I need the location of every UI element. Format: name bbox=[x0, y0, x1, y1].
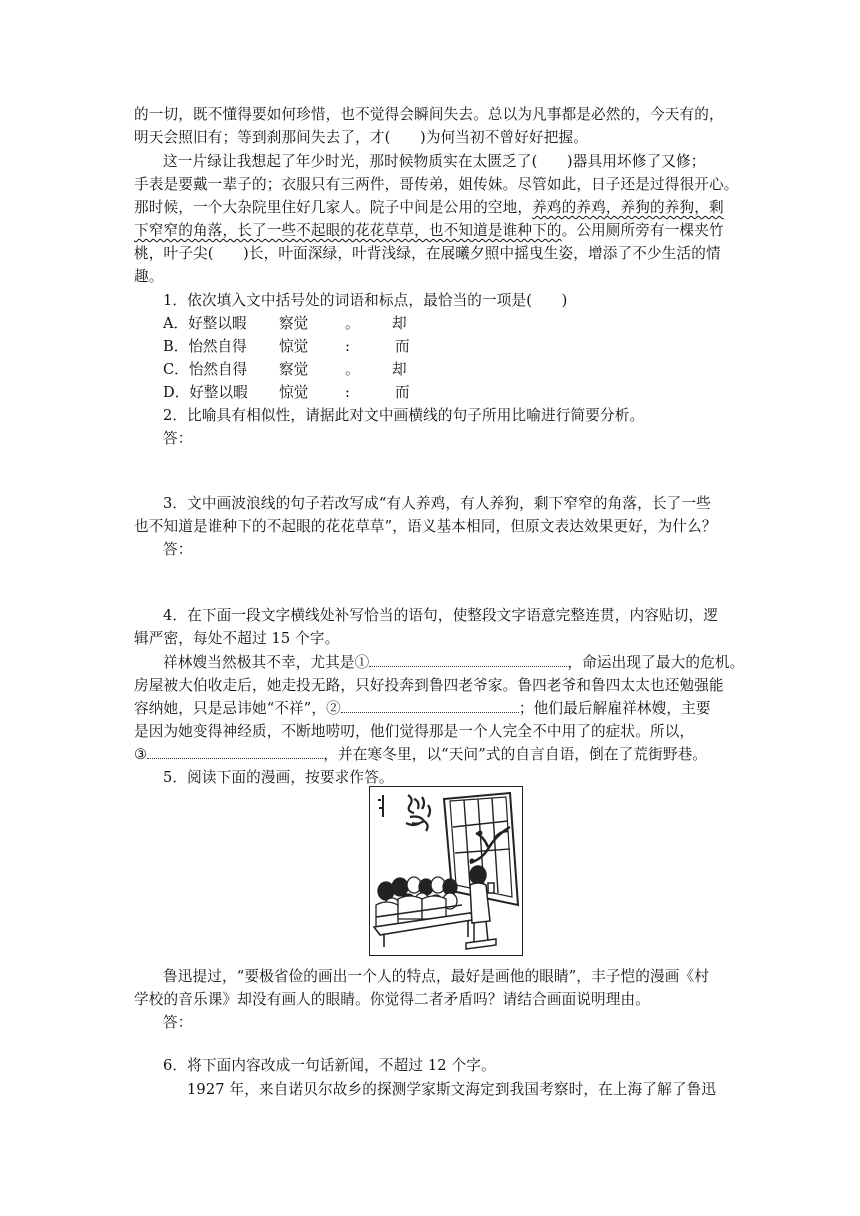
option-punct: : bbox=[345, 338, 350, 355]
option-conj: 而 bbox=[395, 384, 410, 401]
passage-line: 桃，叶子尖( )长，叶面深绿，叶背浅绿，在展曦夕照中摇曳生姿，增添了不少生活的情 bbox=[134, 245, 721, 262]
passage-line: 明天会照旧有；等到刹那间失去了，才( )为何当初不曾好好把握。 bbox=[134, 129, 589, 146]
q4-text-line: 是因为她变得神经质，不断地唠叨，他们觉得那是一个人完全不中用了的症状。所以， bbox=[134, 723, 695, 740]
question-3-line: 也不知道是谁种下的不起眼的花花草草”，语义基本相同，但原文表达效果更好，为什么？ bbox=[134, 518, 717, 535]
teacher bbox=[466, 866, 496, 949]
question-3-line: 3．文中画波浪线的句子若改写成“有人养鸡，有人养狗，剩下窄窄的角落，长了一些 bbox=[163, 495, 711, 512]
option-label: C．怡然自得 bbox=[163, 361, 248, 378]
q4-text-line bbox=[134, 744, 734, 766]
option-conj: 却 bbox=[392, 361, 407, 378]
question-5-line: 学校的音乐课》却没有画人的眼睛。你觉得二者矛盾吗？请结合画面说明理由。 bbox=[134, 991, 651, 1008]
passage-line: 这一片绿让我想起了年少时光，那时候物质实在太匮乏了( )器具用坏修了又修； bbox=[163, 153, 706, 170]
passage-line bbox=[134, 197, 734, 219]
option-punct: 。 bbox=[345, 361, 360, 378]
option-label: A．好整以暇 bbox=[163, 315, 247, 332]
q4-text-line bbox=[134, 698, 734, 720]
passage-line: 趣。 bbox=[134, 268, 164, 285]
q4-text-line: 房屋被大伯收走后，她走投无路，只好投奔到鲁四老爷家。鲁四老爷和鲁四太太也还勉强能 bbox=[134, 677, 724, 694]
fill-blank-3[interactable] bbox=[147, 744, 323, 759]
fill-blank-2[interactable] bbox=[341, 698, 519, 713]
fill-blank-1[interactable] bbox=[369, 652, 567, 667]
option-conj: 却 bbox=[392, 315, 407, 332]
wavy-underlined-sentence: 下窄窄的角落，长了一些不起眼的花花草草，也不知道是谁种下的 bbox=[134, 222, 562, 239]
q4-text: 祥林嫂当然极其不幸，尤其是① bbox=[163, 654, 370, 671]
answer-label: 答： bbox=[163, 1014, 193, 1031]
question-5-line: 鲁迅提过，“要极省俭的画出一个人的特点，最好是画他的眼睛”，丰子恺的漫画《村 bbox=[163, 968, 709, 985]
question-2-stem: 2．比喻具有相似性，请据此对文中画横线的句子所用比喻进行简要分析。 bbox=[163, 407, 645, 424]
question-6-line: 1927 年，来自诺贝尔故乡的探测学家斯文海定到我国考察时，在上海了解了鲁迅 bbox=[187, 1081, 717, 1098]
passage-text: 。公用厕所旁有一棵夹竹 bbox=[561, 222, 724, 239]
option-word: 察觉 bbox=[279, 361, 309, 378]
q4-text-line bbox=[163, 652, 763, 674]
cartoon-title bbox=[522, 787, 523, 788]
option-word: 察觉 bbox=[279, 315, 309, 332]
passage-text: 那时候，一个大杂院里住好几家人。院子中间是公用的空地， bbox=[134, 199, 533, 216]
cartoon-title-calligraphy bbox=[378, 795, 430, 831]
question-5-stem: 5．阅读下面的漫画，按要求作答。 bbox=[163, 769, 394, 786]
passage-line bbox=[134, 220, 734, 242]
passage-line: 的一切，既不懂得要如何珍惜，也不觉得会瞬间失去。总以为凡事都是必然的，今天有的， bbox=[134, 106, 724, 123]
option-word: 惊觉 bbox=[279, 384, 309, 401]
q4-text: 容纳她，只是忌讳她“不祥”，② bbox=[134, 700, 341, 717]
option-label: B．怡然自得 bbox=[163, 338, 247, 355]
question-6-stem: 6．将下面内容改成一句话新闻，不超过 12 个字。 bbox=[163, 1057, 496, 1074]
question-4-line: 4．在下面一段文字横线处补写恰当的语句，使整段文字语意完整连贯，内容贴切，逻 bbox=[163, 607, 718, 624]
wavy-underlined-sentence: 养鸡的养鸡，养狗的养狗，剩 bbox=[532, 199, 724, 216]
cartoon-image bbox=[369, 786, 523, 956]
q4-text: ，并在寒冬里，以“天问”式的自言自语，倒在了荒街野巷。 bbox=[323, 746, 708, 763]
option-punct: : bbox=[345, 384, 350, 401]
passage-line: 手表是要戴一辈子的；衣服只有三两件，哥传弟，姐传妹。尽管如此，日子还是过得很开心。 bbox=[134, 176, 739, 193]
option-label: D．好整以暇 bbox=[163, 384, 248, 401]
answer-label: 答： bbox=[163, 541, 193, 558]
question-4-line: 辑严密，每处不超过 15 个字。 bbox=[134, 630, 340, 647]
q4-text: ，命运出现了最大的危机。 bbox=[567, 654, 745, 671]
answer-label: 答： bbox=[163, 430, 193, 447]
option-word: 惊觉 bbox=[279, 338, 309, 355]
option-conj: 而 bbox=[395, 338, 410, 355]
question-1-stem: 1．依次填入文中括号处的词语和标点，最恰当的一项是( ) bbox=[163, 292, 568, 309]
q4-text: ；他们最后解雇祥林嫂，主要 bbox=[518, 700, 711, 717]
option-punct: 。 bbox=[345, 315, 360, 332]
cartoon-drawing bbox=[370, 787, 522, 955]
q4-text: ③ bbox=[134, 746, 148, 763]
